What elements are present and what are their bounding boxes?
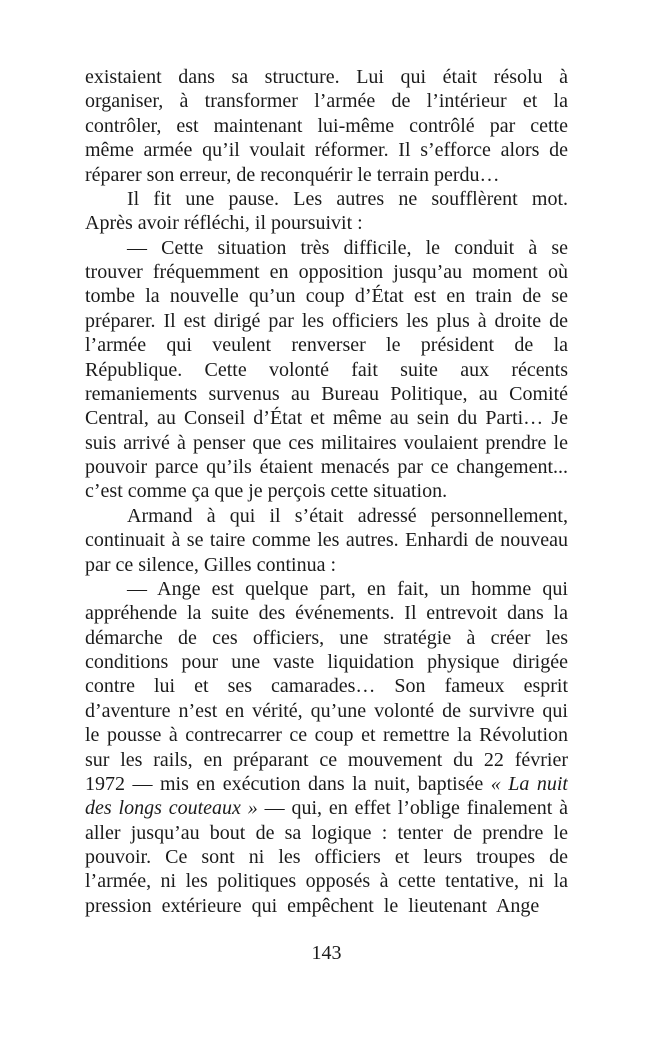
text-line <box>85 333 568 357</box>
text-line <box>85 114 568 138</box>
text-run: trouver fréquemment en opposition jusqu’au moment où <box>85 261 568 283</box>
text-line <box>85 796 568 820</box>
text-run: tombe la nouvelle qu’un coup d’État est en train de se <box>85 285 568 308</box>
text-run: — Ange est quelque part, en fait, un homme qui <box>127 577 568 600</box>
text-run: aller jusqu’au bout de sa logique : tenter de prendre le <box>85 821 568 844</box>
text-run: réparer son erreur, de reconquérir le terrain perdu… <box>85 163 500 186</box>
text-line <box>85 601 568 625</box>
text-line <box>85 455 568 479</box>
text-line <box>85 236 568 260</box>
text-line <box>85 89 568 113</box>
text-line <box>85 674 568 698</box>
text-run: — Cette situation très difficile, le conduit à se <box>127 236 568 259</box>
text-run: continuait à se taire comme les autres. Enhardi de nouveau <box>85 529 568 552</box>
text-line <box>85 553 568 577</box>
text-run: d’aventure n’est en vérité, qu’une volonté de survivre qui <box>85 699 568 722</box>
text-run: suis arrivé à penser que ces militaires voulaient prendre le <box>85 431 568 454</box>
text-run: l’armée qui veulent renverser le président de la <box>85 334 568 357</box>
text-run: organiser, à transformer l’armée de l’intérieur et la <box>85 90 568 113</box>
text-run: Armand à qui il s’était adressé personnellement, <box>127 504 568 527</box>
text-run: existaient dans sa structure. Lui qui était résolu à <box>85 66 568 88</box>
text-run: contre lui et ses camarades… Son fameux esprit <box>85 675 568 698</box>
text-run: démarche de ces officiers, une stratégie à créer les <box>85 626 568 649</box>
text-line <box>85 821 568 845</box>
text-run: — qui, en effet l’oblige finalement à <box>257 797 568 820</box>
text-line <box>85 528 568 552</box>
text-line <box>85 479 568 503</box>
text-line <box>85 431 568 455</box>
text-run: même armée qu’il voulait réformer. Il s’efforce alors de <box>85 139 568 162</box>
text-line <box>85 187 568 211</box>
text-line <box>85 723 568 747</box>
text-line <box>85 699 568 723</box>
page-number: 143 <box>311 942 342 964</box>
text-run: préparer. Il est dirigé par les officiers les plus à droite de <box>85 309 568 332</box>
text-line <box>85 869 568 893</box>
text-line <box>85 260 568 284</box>
text-line <box>85 577 568 601</box>
text-run: République. Cette volonté fait suite aux récents <box>85 358 568 381</box>
text-line <box>85 163 568 187</box>
page-text <box>85 65 568 918</box>
text-line <box>85 406 568 430</box>
text-run: c’est comme ça que je perçois cette situation. <box>85 480 448 503</box>
text-line <box>85 211 568 235</box>
italic-run: des longs couteaux » <box>85 797 258 820</box>
text-line <box>85 504 568 528</box>
text-line <box>85 894 568 918</box>
text-run: contrôler, est maintenant lui-même contrôlé par cette <box>85 114 568 137</box>
text-run: pouvoir parce qu’ils étaient menacés par ce changement... <box>85 456 568 478</box>
text-line <box>85 650 568 674</box>
text-line <box>85 309 568 333</box>
text-run: pouvoir. Ce sont ni les officiers et leurs troupes de <box>85 846 568 868</box>
text-run: pression extérieure qui empêchent le lieutenant Ange <box>85 894 540 917</box>
text-run: 1972 — mis en exécution dans la nuit, baptisée <box>85 772 491 795</box>
text-run: sur les rails, en préparant ce mouvement du 22 février <box>85 748 568 771</box>
text-run: Après avoir réfléchi, il poursuivit : <box>85 212 363 235</box>
text-line <box>85 358 568 382</box>
text-line <box>85 138 568 162</box>
text-line <box>85 284 568 308</box>
text-run: l’armée, ni les politiques opposés à cette tentative, ni la <box>85 870 568 893</box>
text-run: par ce silence, Gilles continua : <box>85 553 337 576</box>
italic-run: « La nuit <box>490 772 568 795</box>
text-run: le pousse à contrecarrer ce coup et remettre la Révolution <box>85 724 568 747</box>
text-run: Central, au Conseil d’État et même au sein du Parti… Je <box>85 407 568 430</box>
text-run: Il fit une pause. Les autres ne soufflèrent mot. <box>127 187 568 210</box>
text-run: appréhende la suite des événements. Il entrevoit dans la <box>85 602 568 625</box>
text-line <box>85 65 568 89</box>
text-line <box>85 748 568 772</box>
text-run: conditions pour une vaste liquidation physique dirigée <box>85 651 568 673</box>
text-line <box>85 626 568 650</box>
text-line <box>85 382 568 406</box>
text-line <box>85 772 568 796</box>
text-line <box>85 845 568 869</box>
text-run: remaniements survenus au Bureau Politique, au Comité <box>85 382 568 405</box>
